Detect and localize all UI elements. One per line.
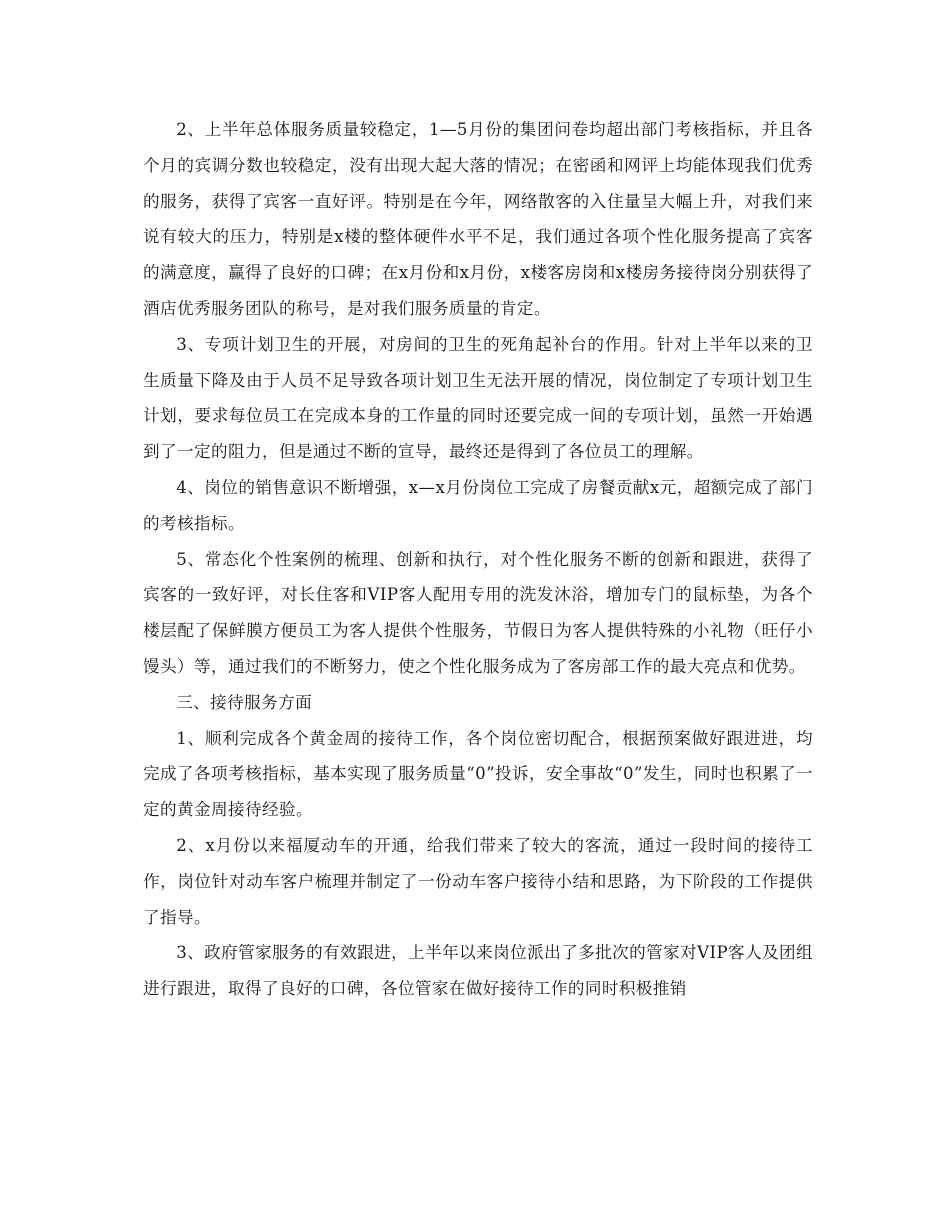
paragraph-golden-week-reception: 1、顺利完成各个黄金周的接待工作，各个岗位密切配合，根据预案做好跟进进，均完成了各项考核指标，基本实现了服务质量“0”投诉，安全事故“0”发生，同时也积累了一定的黄金周接待经验。	[143, 728, 813, 820]
paragraph-special-cleaning-plan: 3、专项计划卫生的开展，对房间的卫生的死角起补台的作用。针对上半年以来的卫生质量下降及由于人员不足导致各项计划卫生无法开展的情况，岗位制定了专项计划卫生计划，要求每位员工在完成本身的工作量的同时还要完成一间的专项计划，虽然一开始遇到了一定的阻力，但是通过不断的宣导，最终还是得到了各位员工的理解。	[143, 334, 813, 462]
paragraph-government-butler-service: 3、政府管家服务的有效跟进，上半年以来岗位派出了多批次的管家对VIP客人及团组进行跟进，取得了良好的口碑，各位管家在做好接待工作的同时积极推销	[143, 943, 813, 999]
paragraph-personalized-service: 5、常态化个性案例的梳理、创新和执行，对个性化服务不断的创新和跟进，获得了宾客的一致好评，对长住客和VIP客人配用专用的洗发沐浴，增加专门的鼠标垫，为各个楼层配了保鲜膜方便员工为客人提供个性服务，节假日为客人提供特殊的小礼物（旺仔小馒头）等，通过我们的不断努力，使之个性化服务成为了客房部工作的最大亮点和优势。	[143, 549, 813, 676]
paragraph-bullet-train-reception: 2、x月份以来福厦动车的开通，给我们带来了较大的客流，通过一段时间的接待工作，岗位针对动车客户梳理并制定了一份动车客户接待小结和思路，为下阶段的工作提供了指导。	[143, 835, 813, 927]
document-body	[143, 112, 813, 1007]
paragraph-service-quality: 2、上半年总体服务质量较稳定，1—5月份的集团问卷均超出部门考核指标，并且各个月的宾调分数也较稳定，没有出现大起大落的情况；在密函和网评上均能体现我们优秀的服务，获得了宾客一直好评。特别是在今年，网络散客的入住量呈大幅上升，对我们来说有较大的压力，特别是x楼的整体硬件水平不足，我们通过各项个性化服务提高了宾客的满意度，赢得了良好的口碑；在x月份和x月份，x楼客房岗和x楼房务接待岗分别获得了酒店优秀服务团队的称号，是对我们服务质量的肯定。	[143, 120, 813, 318]
section-heading-reception-service: 三、接待服务方面	[176, 692, 313, 712]
paragraph-sales-awareness: 4、岗位的销售意识不断增强，x—x月份岗位工完成了房餐贡献x元，超额完成了部门的考核指标。	[143, 477, 813, 533]
